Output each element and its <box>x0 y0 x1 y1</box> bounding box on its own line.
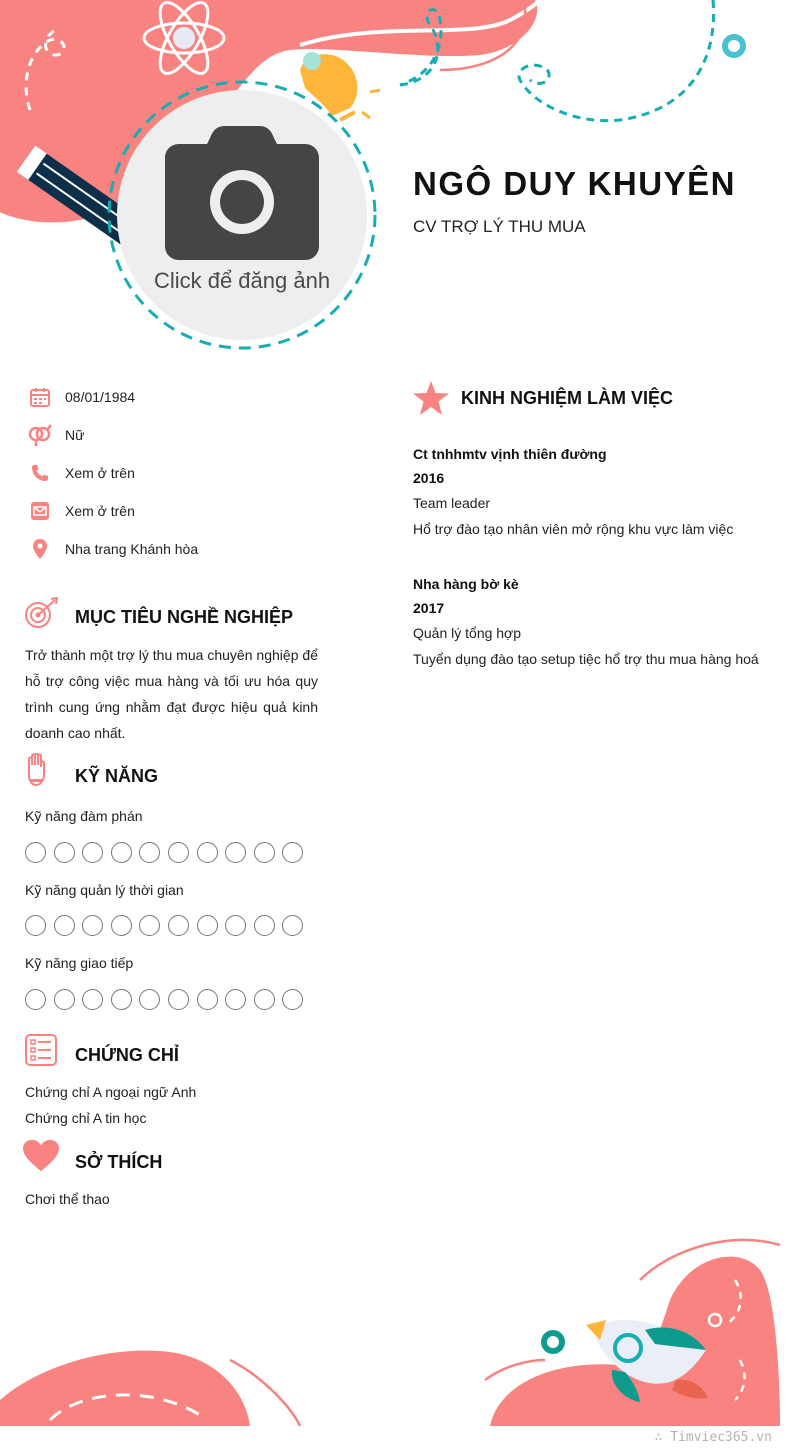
hand-icon <box>20 752 56 788</box>
section-title-certificates: CHỨNG CHỈ <box>75 1045 179 1065</box>
skill-level-dot[interactable] <box>139 842 160 863</box>
skill-level-dot[interactable] <box>82 915 103 936</box>
skill-level-dot[interactable] <box>25 989 46 1010</box>
skill-level-dot[interactable] <box>54 915 75 936</box>
experience-year[interactable]: 2016 <box>413 470 445 486</box>
skill-name[interactable]: Kỹ năng đàm phán <box>25 808 143 824</box>
skill-level-dot[interactable] <box>282 842 303 863</box>
contact-text: 08/01/1984 <box>65 389 136 405</box>
skill-level-dot[interactable] <box>254 915 275 936</box>
skill-level-dot[interactable] <box>111 842 132 863</box>
skill-rating <box>25 989 303 1011</box>
section-title-skills: KỸ NĂNG <box>75 766 159 786</box>
skill-rating <box>25 915 303 937</box>
email-icon <box>28 499 52 523</box>
avatar-upload[interactable] <box>117 90 367 340</box>
contact-text: Nữ <box>65 427 85 443</box>
section-title-hobbies: SỞ THÍCH <box>75 1152 163 1172</box>
certificate-item[interactable]: Chứng chỉ A tin học <box>25 1110 147 1126</box>
checklist-icon <box>23 1032 59 1068</box>
experience-role[interactable]: Team leader <box>413 495 491 511</box>
contact-address[interactable] <box>28 537 198 561</box>
phone-icon <box>28 461 52 485</box>
skill-level-dot[interactable] <box>197 842 218 863</box>
ring-icon <box>725 37 743 55</box>
contact-text: Xem ở trên <box>65 465 135 481</box>
certificate-item[interactable]: Chứng chỉ A ngoại ngữ Anh <box>25 1084 197 1100</box>
hobby-item[interactable]: Chơi thể thao <box>25 1191 110 1207</box>
experience-year[interactable]: 2017 <box>413 600 445 616</box>
skill-level-dot[interactable] <box>54 989 75 1010</box>
skill-level-dot[interactable] <box>111 989 132 1010</box>
contact-phone[interactable] <box>28 461 135 485</box>
skill-name[interactable]: Kỹ năng quản lý thời gian <box>25 882 184 898</box>
skill-level-dot[interactable] <box>197 989 218 1010</box>
contact-birthday[interactable] <box>28 385 135 409</box>
experience-role[interactable]: Quản lý tổng hợp <box>413 625 522 641</box>
experience-company[interactable]: Ct tnhhmtv vịnh thiên đường <box>413 446 607 462</box>
skill-name[interactable]: Kỹ năng giao tiếp <box>25 955 134 971</box>
contact-text: Xem ở trên <box>65 503 135 519</box>
skill-level-dot[interactable] <box>25 915 46 936</box>
skill-level-dot[interactable] <box>25 842 46 863</box>
heart-icon <box>23 1138 59 1174</box>
watermark: ∴ Timviec365.vn <box>654 1430 772 1445</box>
skill-level-dot[interactable] <box>54 842 75 863</box>
skill-level-dot[interactable] <box>168 989 189 1010</box>
target-icon <box>23 596 59 632</box>
light-bulb-icon <box>300 52 380 120</box>
contact-gender[interactable] <box>28 423 84 447</box>
ring-icon <box>544 1333 562 1351</box>
skill-level-dot[interactable] <box>139 915 160 936</box>
skill-level-dot[interactable] <box>82 989 103 1010</box>
experience-description[interactable]: Tuyển dụng đào tạo setup tiệc hổ trợ thu mua hàng hoá <box>413 651 759 667</box>
experience-company[interactable]: Nha hàng bờ kè <box>413 576 519 592</box>
location-pin-icon <box>28 537 52 561</box>
skill-level-dot[interactable] <box>225 842 246 863</box>
skill-level-dot[interactable] <box>282 989 303 1010</box>
experience-description[interactable]: Hổ trợ đào tạo nhân viên mở rộng khu vực làm việc <box>413 521 734 537</box>
skill-level-dot[interactable] <box>82 842 103 863</box>
section-title-objective: MỤC TIÊU NGHỀ NGHIỆP <box>75 607 294 627</box>
skill-level-dot[interactable] <box>168 915 189 936</box>
objective-text[interactable]: Trở thành một trợ lý thu mua chuyên nghiệp để hỗ trợ công việc mua hàng và tối ưu hóa quy trình cung ứng nhằm đạt được hiệu quả kinh doanh cao nhất. <box>25 647 318 741</box>
avatar-upload-label: Click để đăng ảnh <box>153 268 331 293</box>
skill-level-dot[interactable] <box>139 989 160 1010</box>
candidate-position[interactable]: CV TRỢ LÝ THU MUA <box>413 217 586 236</box>
calendar-icon <box>28 385 52 409</box>
footer-decoration <box>0 1220 800 1453</box>
skill-level-dot[interactable] <box>225 989 246 1010</box>
star-icon <box>413 380 449 416</box>
skill-level-dot[interactable] <box>168 842 189 863</box>
skill-level-dot[interactable] <box>111 915 132 936</box>
skill-level-dot[interactable] <box>254 842 275 863</box>
skill-level-dot[interactable] <box>225 915 246 936</box>
gender-icon <box>28 423 52 447</box>
skill-rating <box>25 842 303 864</box>
contact-email[interactable] <box>28 499 135 523</box>
skill-level-dot[interactable] <box>282 915 303 936</box>
skill-level-dot[interactable] <box>254 989 275 1010</box>
candidate-name[interactable]: NGÔ DUY KHUYÊN <box>413 165 736 202</box>
camera-icon <box>165 126 319 262</box>
contact-text: Nha trang Khánh hòa <box>65 541 199 557</box>
skill-level-dot[interactable] <box>197 915 218 936</box>
section-title-experience: KINH NGHIỆM LÀM VIỆC <box>461 388 674 408</box>
